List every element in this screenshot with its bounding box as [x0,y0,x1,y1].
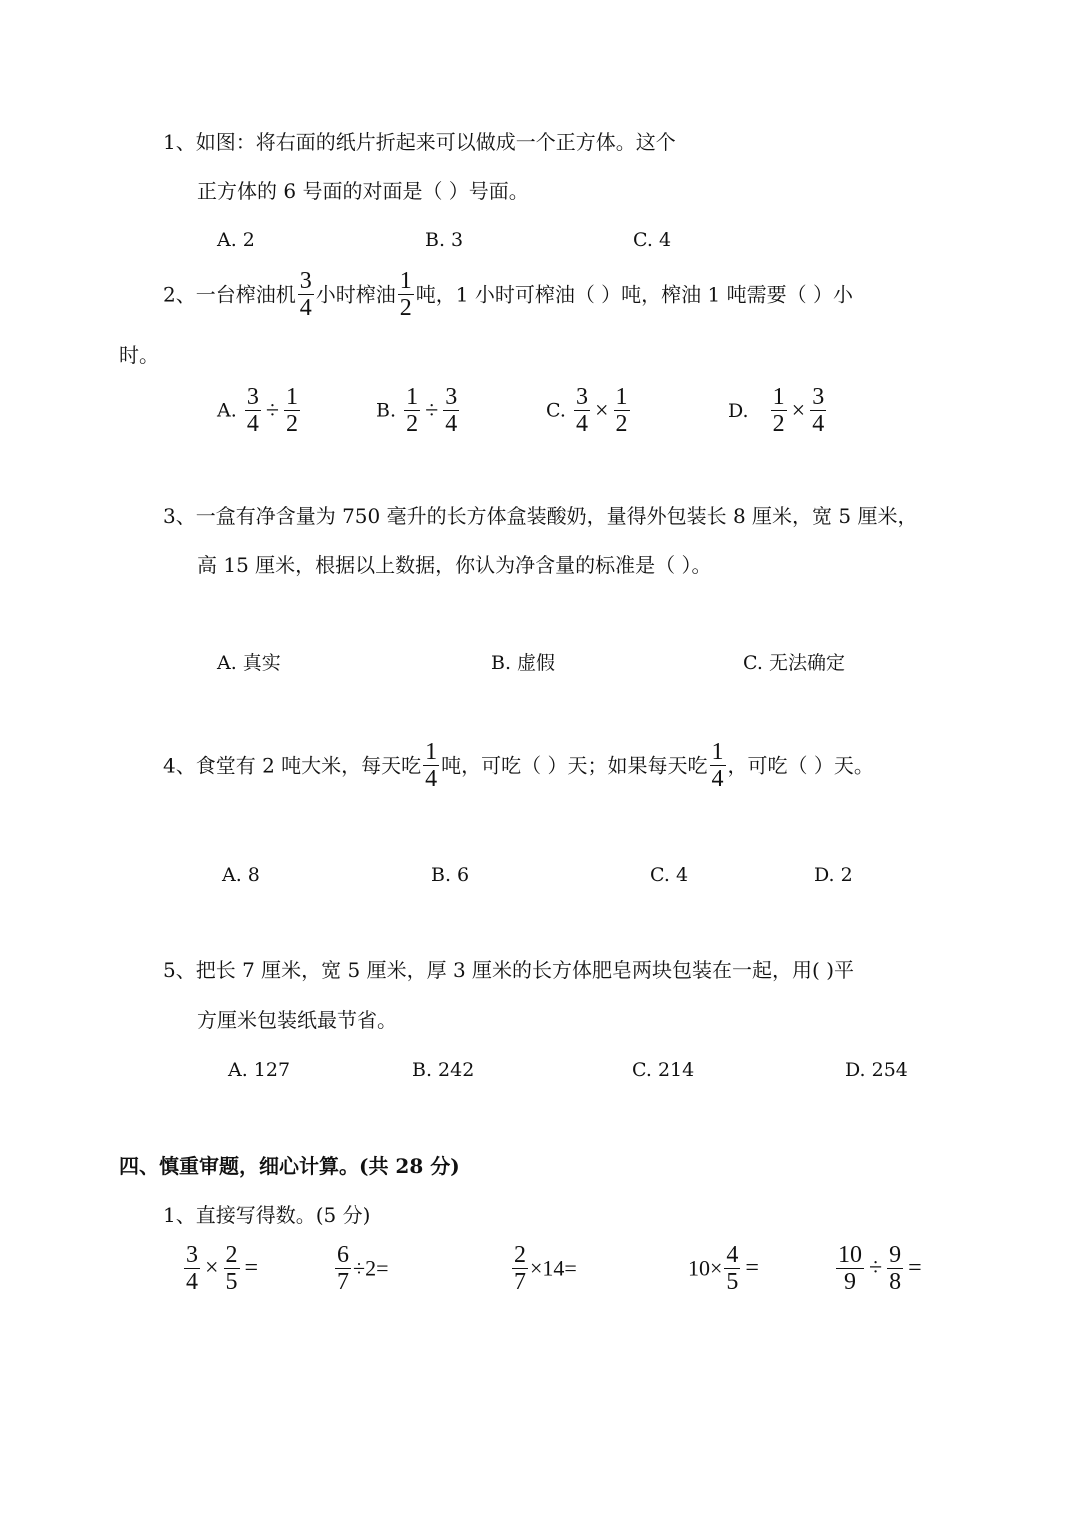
q4-option-b: B. 6 [431,864,470,886]
q4-mid: 吨，可吃（ ）天；如果每天吃 [441,753,708,778]
calc5-frac-a [836,1242,864,1295]
q4-prefix: 4、食堂有 2 吨大米，每天吃 [163,753,422,778]
q2-option-a [217,384,302,437]
divide-sign: ÷ [869,1255,883,1281]
den: 7 [337,1269,349,1295]
calc-item-2 [333,1242,388,1295]
q3-line1: 3、一盒有净含量为 750 毫升的长方体盒装酸奶，量得外包装长 8 厘米，宽 5 厘米， [163,504,918,528]
q2-option-c [546,384,632,437]
q2-opt-b-label: B. [376,399,397,422]
q4-option-a: A. 8 [222,864,260,886]
q4-f1-den: 4 [425,766,438,792]
equals-sign: = [745,1255,759,1281]
den: 4 [246,411,259,437]
q1-line2: 正方体的 6 号面的对面是（ ）号面。 [197,179,529,203]
num: 2 [225,1242,238,1268]
q1-option-a: A. 2 [217,229,255,251]
q5-option-d: D. 254 [845,1059,908,1081]
q1-option-c: C. 4 [633,229,672,251]
calc4-frac-a [724,1242,740,1295]
q4-f2-num: 1 [711,739,724,765]
num: 1 [285,384,298,410]
q4-f1-num: 1 [425,739,438,765]
section4-title: 四、慎重审题，细心计算。(共 28 分) [119,1154,460,1178]
num: 3 [812,384,825,410]
section4-sub1: 1、直接写得数。(5 分) [163,1203,371,1227]
num: 2 [514,1242,526,1268]
den: 8 [889,1269,902,1295]
q2-f1-num: 3 [299,268,312,294]
den: 4 [812,411,825,437]
calc-item-3 [510,1242,577,1295]
q2-opt-d-frac1 [771,384,787,437]
calc2-frac-a [335,1242,351,1295]
equals-sign: = [244,1255,259,1281]
num: 1 [615,384,628,410]
q5-option-c: C. 214 [632,1059,695,1081]
equals-sign: = [908,1255,922,1281]
q2-fraction-2 [398,268,414,321]
q4-option-d: D. 2 [814,864,853,886]
calc4-pre: 10× [688,1255,723,1281]
q2-line1 [163,268,853,321]
q3-line2: 高 15 厘米，根据以上数据，你认为净含量的标准是（ ）。 [197,553,712,577]
num: 3 [575,384,588,410]
calc1-frac-a [184,1242,200,1295]
q2-mid: 小时榨油 [315,282,396,307]
q5-line1: 5、把长 7 厘米，宽 5 厘米，厚 3 厘米的长方体肥皂两块包装在一起，用( )平 [163,958,855,982]
divide-sign: ÷ [265,397,279,424]
q2-opt-b-frac2 [443,384,459,437]
den: 4 [575,411,588,437]
calc-item-1 [182,1242,261,1295]
q2-opt-c-frac1 [574,384,590,437]
q2-opt-d-label: D. [728,399,749,422]
q2-f2-den: 2 [399,295,412,321]
q2-fraction-1 [298,268,314,321]
q4-suffix: ，可吃（ ）天。 [727,753,874,778]
den: 9 [844,1269,856,1295]
q2-f2-num: 1 [399,268,412,294]
q4-line1 [163,739,874,792]
den: 2 [772,411,785,437]
num: 3 [445,384,458,410]
q3-option-a: A. 真实 [217,652,281,674]
den: 4 [445,411,458,437]
divide-sign: ÷ [425,397,439,424]
calc3-rest: ×14= [530,1255,577,1281]
num: 1 [772,384,785,410]
den: 5 [225,1269,238,1295]
calc3-frac-a [512,1242,528,1295]
num: 6 [337,1242,349,1268]
q1-option-b: B. 3 [425,229,464,251]
q5-option-b: B. 242 [412,1059,475,1081]
q3-option-c: C. 无法确定 [743,652,845,674]
num: 9 [889,1242,902,1268]
q2-opt-d-frac2 [810,384,826,437]
q2-opt-c-frac2 [614,384,630,437]
num: 3 [186,1242,198,1268]
q4-option-c: C. 4 [650,864,689,886]
q2-opt-a-frac2 [284,384,300,437]
den: 7 [514,1269,526,1295]
q2-opt-a-label: A. [217,399,237,422]
q4-f2-den: 4 [711,766,724,792]
q2-opt-c-label: C. [546,399,566,422]
q3-option-b: B. 虚假 [491,652,556,674]
den: 5 [726,1269,739,1295]
calc5-frac-b [887,1242,903,1295]
q1-line1: 1、如图：将右面的纸片折起来可以做成一个正方体。这个 [163,130,676,154]
calc-item-4 [688,1242,762,1295]
q2-opt-a-frac1 [245,384,261,437]
q2-option-d [728,384,828,437]
calc-item-5 [834,1242,925,1295]
q2-suffix: 吨，1 小时可榨油（ ）吨，榨油 1 吨需要（ ）小 [415,282,853,307]
multiply-sign: × [594,397,609,424]
q4-fraction-1 [423,739,439,792]
q4-fraction-2 [710,739,726,792]
calc2-rest: ÷2= [353,1255,389,1281]
den: 2 [615,411,628,437]
num: 3 [246,384,259,410]
multiply-sign: × [205,1255,219,1281]
multiply-sign: × [791,397,806,424]
num: 10 [838,1242,862,1268]
calc1-frac-b [224,1242,240,1295]
q5-line2: 方厘米包装纸最节省。 [197,1008,397,1032]
q2-option-b [376,384,461,437]
den: 2 [406,411,419,437]
q5-option-a: A. 127 [228,1059,291,1081]
q2-opt-b-frac1 [404,384,420,437]
den: 4 [186,1269,198,1295]
q2-prefix: 2、一台榨油机 [163,282,296,307]
num: 1 [406,384,419,410]
den: 2 [285,411,298,437]
q2-f1-den: 4 [299,295,312,321]
num: 4 [726,1242,739,1268]
q2-line2: 时。 [119,343,159,367]
